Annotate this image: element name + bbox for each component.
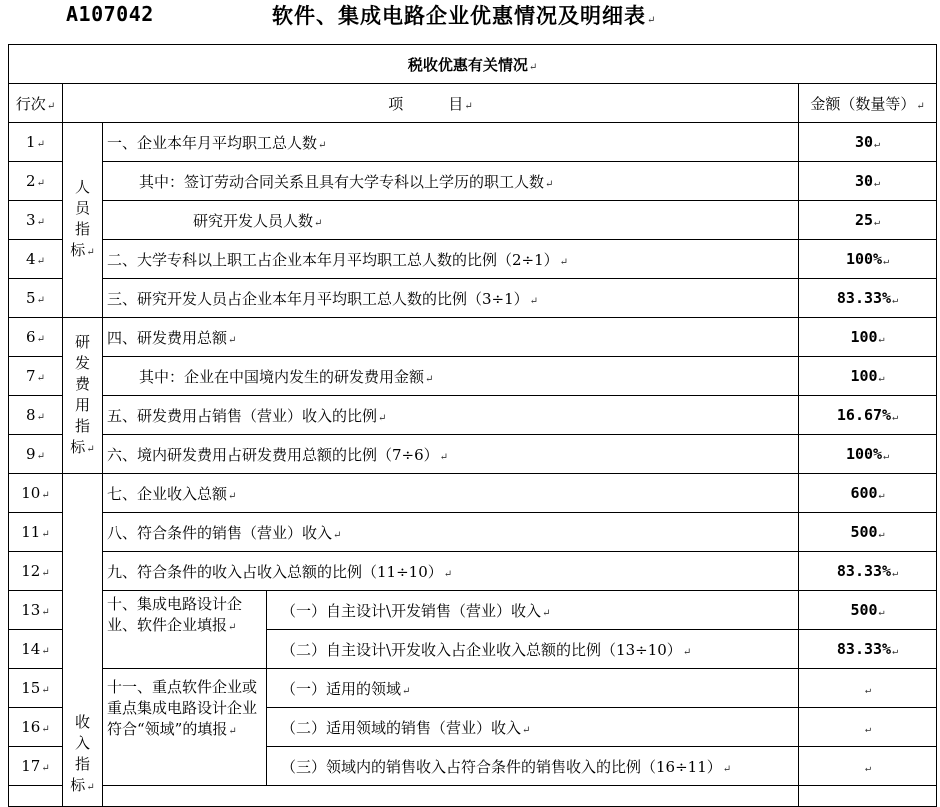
- group-char: 入: [74, 734, 90, 752]
- subgroup-key-domain: [103, 669, 267, 786]
- amount-value: 500: [850, 601, 878, 619]
- row-number-text: 8: [26, 406, 36, 424]
- paragraph-mark-icon: ↵: [878, 529, 885, 540]
- amount-cell[interactable]: [799, 591, 937, 630]
- paragraph-mark-icon: ↵: [36, 451, 45, 462]
- paragraph-mark-icon: ↵: [228, 622, 237, 633]
- paragraph-mark-icon: ↵: [318, 139, 327, 151]
- group-char: 员: [74, 199, 90, 217]
- row-number-text: 1: [26, 133, 36, 151]
- paragraph-mark-icon: ↵: [41, 685, 50, 696]
- item-text: 其中：企业在中国境内发生的研发费用金额: [139, 367, 425, 386]
- item-cell: [267, 747, 799, 786]
- item-cell: [267, 708, 799, 747]
- amount-value: 30: [854, 172, 874, 190]
- col-header-amount: [799, 84, 937, 123]
- row-number-text: 15: [21, 679, 41, 697]
- table-row: [9, 123, 937, 162]
- paragraph-mark-icon: ↵: [228, 726, 237, 737]
- row-number-text: 16: [21, 718, 41, 736]
- paragraph-mark-icon: ↵: [443, 568, 453, 580]
- row-number-text: 17: [21, 757, 41, 775]
- amount-value: 600: [850, 484, 878, 502]
- section-title-cell: [9, 45, 937, 84]
- col-header-row-no-text: 行次: [15, 94, 46, 113]
- paragraph-mark-icon: ↵: [865, 685, 872, 696]
- form-code: A107042: [66, 2, 154, 26]
- group-char: 用: [74, 395, 90, 414]
- item-text: （一）适用的领域: [281, 679, 402, 698]
- paragraph-mark-icon: ↵: [528, 61, 538, 73]
- paragraph-mark-icon: ↵: [542, 607, 551, 619]
- paragraph-mark-icon: ↵: [36, 373, 45, 384]
- paragraph-mark-icon: ↵: [883, 256, 890, 267]
- amount-cell[interactable]: [799, 552, 937, 591]
- row-number-text: 2: [26, 172, 36, 190]
- amount-cell[interactable]: [799, 708, 937, 747]
- paragraph-mark-icon: ↵: [647, 15, 657, 26]
- item-cell: [103, 357, 799, 396]
- paragraph-mark-icon: ↵: [878, 334, 885, 345]
- row-number-text: 9: [26, 445, 36, 463]
- table-row: [9, 513, 937, 552]
- paragraph-mark-icon: ↵: [874, 217, 881, 228]
- item-text: 三、研究开发人员占企业本年月平均职工总人数的比例（3÷1）: [107, 289, 529, 308]
- row-number-text: 7: [26, 367, 36, 385]
- row-number: [9, 357, 63, 396]
- row-number-text: 3: [26, 211, 36, 229]
- paragraph-mark-icon: ↵: [878, 607, 885, 618]
- paragraph-mark-icon: ↵: [874, 139, 881, 150]
- paragraph-mark-icon: ↵: [865, 724, 872, 735]
- paragraph-mark-icon: ↵: [41, 646, 50, 657]
- row-number: [9, 435, 63, 474]
- group-personnel: [63, 123, 103, 318]
- row-number-text: 12: [21, 562, 41, 580]
- table-row: [9, 396, 937, 435]
- paragraph-mark-icon: ↵: [36, 139, 45, 150]
- paragraph-mark-icon: ↵: [682, 646, 692, 658]
- group-char: 指: [74, 755, 90, 773]
- item-cell: [799, 786, 937, 807]
- section-header-row: [9, 45, 937, 84]
- paragraph-mark-icon: ↵: [425, 373, 434, 385]
- item-cell: [103, 318, 799, 357]
- amount-value: 500: [850, 523, 878, 541]
- amount-cell[interactable]: [799, 630, 937, 669]
- paragraph-mark-icon: ↵: [333, 529, 342, 541]
- row-number: [9, 201, 63, 240]
- paragraph-mark-icon: ↵: [46, 100, 56, 112]
- amount-cell[interactable]: [799, 162, 937, 201]
- section-title: 税收优惠有关情况: [407, 55, 528, 74]
- item-cell: [267, 630, 799, 669]
- group-char: 研: [74, 332, 90, 351]
- group-char: 指: [74, 416, 90, 435]
- item-text: 二、大学专科以上职工占企业本年月平均职工总人数的比例（2÷1）: [107, 250, 559, 269]
- item-text: （二）适用领域的销售（营业）收入: [281, 718, 522, 737]
- paragraph-mark-icon: ↵: [722, 763, 732, 775]
- item-text: 八、符合条件的销售（营业）收入: [107, 523, 333, 542]
- amount-value: 100%: [845, 250, 883, 268]
- paragraph-mark-icon: ↵: [892, 412, 899, 423]
- item-text: 一、企业本年月平均职工总人数: [107, 133, 318, 152]
- paragraph-mark-icon: ↵: [228, 490, 237, 502]
- item-cell: [267, 669, 799, 708]
- paragraph-mark-icon: ↵: [892, 295, 899, 306]
- group-income: [63, 474, 103, 807]
- paragraph-mark-icon: ↵: [41, 724, 50, 735]
- item-cell: [103, 474, 799, 513]
- group-char-text: 标: [70, 776, 86, 794]
- row-number: [9, 474, 63, 513]
- item-text: 五、研发费用占销售（营业）收入的比例: [107, 406, 378, 425]
- item-cell: [103, 435, 799, 474]
- col-header-amount-text: 金额（数量等）: [810, 94, 916, 113]
- item-cell: [103, 786, 799, 807]
- amount-cell[interactable]: [799, 240, 937, 279]
- row-number: [9, 396, 63, 435]
- item-cell: [267, 591, 799, 630]
- col-header-item-text: 项 目: [388, 94, 464, 113]
- paragraph-mark-icon: ↵: [41, 763, 50, 774]
- amount-cell[interactable]: [799, 318, 937, 357]
- amount-cell[interactable]: [799, 747, 937, 786]
- group-char: 费: [74, 374, 90, 393]
- paragraph-mark-icon: ↵: [892, 646, 899, 657]
- row-number: [9, 123, 63, 162]
- row-number: [9, 747, 63, 786]
- amount-cell[interactable]: [799, 279, 937, 318]
- item-cell: [103, 552, 799, 591]
- table-row-partial: [9, 786, 937, 807]
- table-row: [9, 474, 937, 513]
- item-text: 九、符合条件的收入占收入总额的比例（11÷10）: [107, 562, 443, 581]
- amount-cell[interactable]: [799, 201, 937, 240]
- table-row: [9, 669, 937, 708]
- item-cell: [103, 201, 799, 240]
- paragraph-mark-icon: ↵: [41, 529, 50, 540]
- paragraph-mark-icon: ↵: [402, 685, 411, 697]
- amount-value: 100%: [845, 445, 883, 463]
- table-row: [9, 318, 937, 357]
- paragraph-mark-icon: ↵: [878, 373, 885, 384]
- amount-value: 100: [850, 328, 878, 346]
- row-number: [9, 786, 63, 807]
- table-row: [9, 552, 937, 591]
- amount-cell[interactable]: [799, 669, 937, 708]
- row-number: [9, 591, 63, 630]
- table-row: [9, 240, 937, 279]
- paragraph-mark-icon: ↵: [883, 451, 890, 462]
- group-char: [63, 437, 102, 460]
- column-header-row: [9, 84, 937, 123]
- row-number: [9, 708, 63, 747]
- form-title-text: 软件、集成电路企业优惠情况及明细表: [272, 3, 646, 28]
- amount-value: 25: [854, 211, 874, 229]
- paragraph-mark-icon: ↵: [529, 295, 539, 307]
- paragraph-mark-icon: ↵: [378, 412, 387, 424]
- paragraph-mark-icon: ↵: [36, 256, 45, 267]
- table-row: [9, 435, 937, 474]
- group-char: 发: [74, 353, 90, 372]
- item-cell: [103, 513, 799, 552]
- amount-cell[interactable]: [799, 474, 937, 513]
- row-number: [9, 630, 63, 669]
- amount-value: 83.33%: [836, 562, 892, 580]
- paragraph-mark-icon: ↵: [559, 256, 569, 268]
- paragraph-mark-icon: ↵: [916, 100, 925, 112]
- group-char: 指: [74, 220, 90, 238]
- paragraph-mark-icon: ↵: [36, 178, 45, 189]
- row-number-text: 11: [21, 523, 41, 541]
- row-number-text: 5: [26, 289, 36, 307]
- paragraph-mark-icon: ↵: [36, 295, 45, 306]
- amount-value: 30: [854, 133, 874, 151]
- row-number-text: 6: [26, 328, 36, 346]
- subgroup-ic-design-text: 十、集成电路设计企业、软件企业填报: [107, 595, 243, 634]
- group-char: 人: [74, 178, 90, 196]
- row-number: [9, 318, 63, 357]
- group-rnd: [63, 318, 103, 474]
- table-row: [9, 201, 937, 240]
- group-char: [63, 775, 102, 798]
- row-number-text: 10: [21, 484, 41, 502]
- item-cell: [103, 240, 799, 279]
- amount-cell[interactable]: [799, 396, 937, 435]
- row-number: [9, 669, 63, 708]
- paragraph-mark-icon: ↵: [86, 782, 95, 793]
- item-text: 七、企业收入总额: [107, 484, 228, 503]
- item-text: （二）自主设计\开发收入占企业收入总额的比例（13÷10）: [281, 640, 682, 659]
- row-number: [9, 240, 63, 279]
- amount-cell[interactable]: [799, 435, 937, 474]
- paragraph-mark-icon: ↵: [41, 607, 50, 618]
- tax-benefit-table: [8, 44, 937, 807]
- paragraph-mark-icon: ↵: [41, 568, 50, 579]
- row-number: [9, 162, 63, 201]
- row-number: [9, 552, 63, 591]
- paragraph-mark-icon: ↵: [86, 443, 95, 455]
- col-header-item: [63, 84, 799, 123]
- paragraph-mark-icon: ↵: [36, 217, 45, 228]
- item-text: （三）领域内的销售收入占符合条件的销售收入的比例（16÷11）: [281, 757, 722, 776]
- paragraph-mark-icon: ↵: [439, 451, 449, 463]
- paragraph-mark-icon: ↵: [36, 334, 45, 345]
- item-cell: [103, 162, 799, 201]
- paragraph-mark-icon: ↵: [36, 412, 45, 423]
- item-text: 六、境内研发费用占研发费用总额的比例（7÷6）: [107, 445, 439, 464]
- amount-value: 83.33%: [836, 289, 892, 307]
- table-row: [9, 357, 937, 396]
- paragraph-mark-icon: ↵: [874, 178, 881, 189]
- table-row: [9, 591, 937, 630]
- paragraph-mark-icon: ↵: [464, 100, 473, 112]
- paragraph-mark-icon: ↵: [865, 763, 872, 774]
- row-number-text: 14: [21, 640, 41, 658]
- item-cell: [103, 396, 799, 435]
- paragraph-mark-icon: ↵: [892, 568, 899, 579]
- item-text: 研究开发人员人数: [193, 211, 314, 230]
- paragraph-mark-icon: ↵: [41, 490, 50, 501]
- subgroup-ic-design: [103, 591, 267, 669]
- paragraph-mark-icon: ↵: [545, 178, 554, 190]
- paragraph-mark-icon: ↵: [86, 247, 95, 258]
- subgroup-key-domain-text: 十一、重点软件企业或重点集成电路设计企业符合“领域”的填报: [107, 678, 258, 738]
- item-cell: [103, 279, 799, 318]
- form-header: [0, 0, 940, 42]
- item-text: 四、研发费用总额: [107, 328, 228, 347]
- table-row: [9, 279, 937, 318]
- col-header-row-no: [9, 84, 63, 123]
- amount-cell[interactable]: [799, 513, 937, 552]
- group-char-text: 标: [70, 437, 86, 456]
- table-row: [9, 162, 937, 201]
- form-title: [272, 0, 656, 30]
- amount-cell[interactable]: [799, 357, 937, 396]
- group-char: 收: [74, 713, 90, 731]
- paragraph-mark-icon: ↵: [522, 724, 531, 736]
- amount-value: 16.67%: [836, 406, 892, 424]
- paragraph-mark-icon: ↵: [878, 490, 885, 501]
- group-char-text: 标: [70, 241, 86, 259]
- paragraph-mark-icon: ↵: [314, 217, 323, 229]
- item-cell: [103, 123, 799, 162]
- row-number: [9, 513, 63, 552]
- row-number-text: 4: [26, 250, 36, 268]
- row-number-text: 13: [21, 601, 41, 619]
- group-char: [63, 240, 102, 263]
- amount-value: 100: [850, 367, 878, 385]
- row-number: [9, 279, 63, 318]
- item-text: （一）自主设计\开发销售（营业）收入: [281, 601, 542, 620]
- paragraph-mark-icon: ↵: [228, 334, 237, 346]
- amount-value: 83.33%: [836, 640, 892, 658]
- amount-cell[interactable]: [799, 123, 937, 162]
- item-text: 其中：签订劳动合同关系且具有大学专科以上学历的职工人数: [139, 172, 545, 191]
